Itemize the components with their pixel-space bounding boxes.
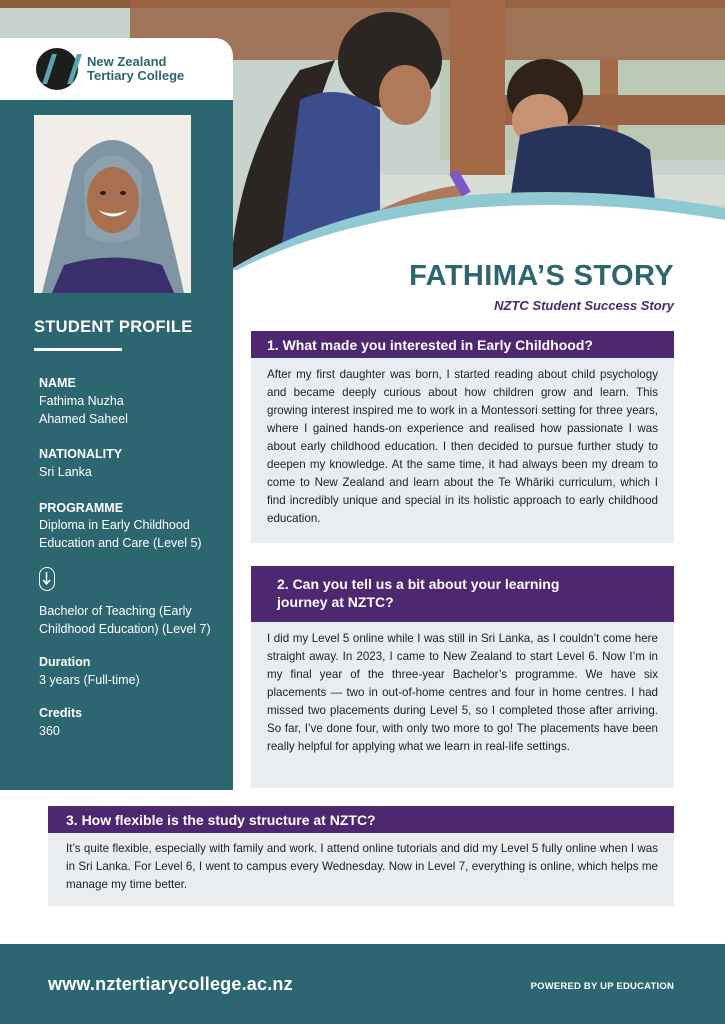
- question-2-heading-line1: 2. Can you tell us a bit about your learning: [277, 576, 560, 592]
- nztc-logo-icon: [36, 48, 78, 90]
- question-3-answer: It’s quite flexible, especially with family and work. I attend online tutorials and did my Level 5 fully online when I was in Sri Lanka. For Level 6, I went to campus every Wednesday. Now in Level 7, everything is online, which helps me manage my time better.: [48, 833, 674, 906]
- college-logo: [0, 38, 233, 100]
- logo-line2: Tertiary College: [87, 68, 185, 83]
- arrow-glyph: [40, 568, 53, 589]
- story-subtitle: NZTC Student Success Story: [494, 298, 674, 313]
- nationality-label: NATIONALITY: [39, 447, 123, 461]
- credits-value: 360: [39, 724, 60, 738]
- programme-label: PROGRAMME: [39, 501, 124, 515]
- story-title: FATHIMA’S STORY: [409, 260, 674, 292]
- logo-line1: New Zealand: [87, 54, 167, 69]
- name-line2: Ahamed Saheel: [39, 412, 128, 426]
- name-line1: Fathima Nuzha: [39, 394, 124, 408]
- student-portrait: [34, 115, 191, 293]
- question-3-heading: 3. How flexible is the study structure at NZTC?: [48, 806, 674, 833]
- duration-value: 3 years (Full-time): [39, 673, 140, 687]
- student-profile-heading: STUDENT PROFILE: [34, 318, 193, 336]
- programme-1-line2: Education and Care (Level 5): [39, 536, 202, 550]
- footer-website-link[interactable]: www.nztertiarycollege.ac.nz: [48, 974, 293, 994]
- question-2-heading: [251, 566, 674, 622]
- programme-1-line1: Diploma in Early Childhood: [39, 518, 190, 532]
- programme-diploma: [39, 516, 229, 552]
- question-2-heading-line2: journey at NZTC?: [277, 594, 394, 610]
- question-1-heading: 1. What made you interested in Early Childhood?: [251, 331, 674, 358]
- nationality-value: Sri Lanka: [39, 465, 92, 479]
- credits-label: Credits: [39, 706, 83, 720]
- programme-bachelor: [39, 602, 229, 638]
- logo-text: [87, 55, 184, 83]
- question-1-answer: After my first daughter was born, I started reading about child psychology and became deeply curious about how children grow and learn. This growing interest inspired me to work in a Montessori setting for three years, where I gained hands-on experience and realised how passionate I was about early childhood education. I then decided to pursue further study to deepen my knowledge. At the same time, it had always been my dream to come to New Zealand and learn about the Te Whāriki curriculum, which I find incredibly unique and special in its holistic approach to early childhood education.: [251, 358, 674, 543]
- name-label: NAME: [39, 376, 76, 390]
- duration-label: Duration: [39, 655, 91, 669]
- portrait-illustration: [34, 115, 191, 293]
- down-arrow-icon: [39, 567, 55, 591]
- name-value: [39, 392, 229, 428]
- footer-powered-by: POWERED BY UP EDUCATION: [530, 981, 674, 992]
- question-2-answer: I did my Level 5 online while I was still in Sri Lanka, as I couldn’t come here straight away. In 2023, I came to New Zealand to start Level 6. Now I’m in my final year of the three-year Bachelor’s programme. We have six placements — two in out-of-home centres and four in home centres. I had missed two placements during Level 5, so I completed those after arriving. So far, I’ve done four, with only two more to go! The placements have been really helpful for applying what we learn in real-life settings.: [251, 622, 674, 788]
- programme-2-line2: Childhood Education) (Level 7): [39, 622, 211, 636]
- profile-divider: [34, 348, 122, 351]
- programme-2-line1: Bachelor of Teaching (Early: [39, 604, 192, 618]
